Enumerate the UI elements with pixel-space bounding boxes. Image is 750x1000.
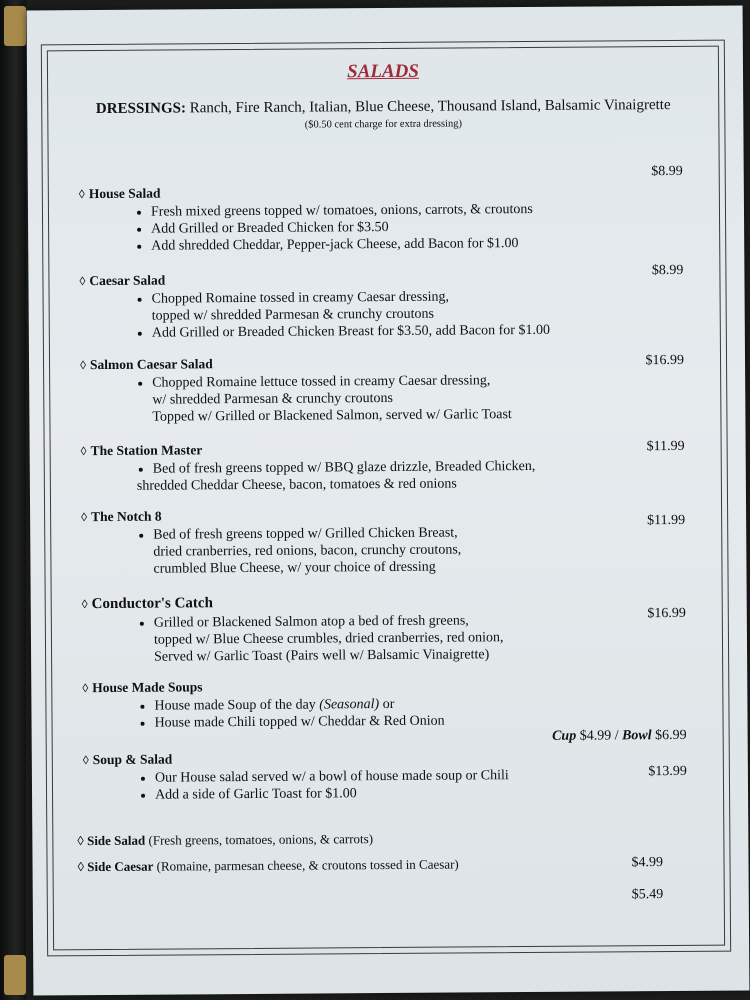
- item-description: [80, 287, 680, 342]
- bowl-label: Bowl: [622, 728, 652, 744]
- item-line: • Bed of fresh greens topped w/ Grilled Chicken Breast,: [153, 523, 681, 544]
- item-price: $11.99: [647, 512, 686, 529]
- diamond-icon: ◊: [81, 510, 88, 525]
- diamond-icon: ◊: [82, 753, 89, 768]
- item-price: $11.99: [646, 438, 685, 455]
- menu-item-salmon-caesar: [79, 352, 685, 426]
- item-name: Salmon Caesar Salad: [89, 356, 213, 373]
- menu-item-house-soups: [82, 676, 687, 744]
- item-line: topped w/ shredded Parmesan & crunchy croutons: [151, 306, 435, 324]
- item-line: dried cranberries, red onions, bacon, crunchy croutons,: [153, 542, 462, 560]
- side-desc: (Romaine, parmesan cheese, & croutons tossed in Caesar): [156, 856, 459, 874]
- dressings-label: DRESSINGS:: [95, 100, 186, 118]
- item-line: topped w/ Blue Cheese crumbles, dried cranberries, red onion,: [153, 630, 504, 648]
- item-line: • Add Grilled or Breaded Chicken Breast for $3.50, add Bacon for $1.00: [152, 321, 680, 342]
- diamond-icon: ◊: [79, 358, 87, 373]
- item-line: • Bed of fresh greens topped w/ BBQ glaze drizzle, Breaded Chicken,: [153, 457, 681, 478]
- side-caesar-price: $5.49: [631, 887, 664, 903]
- item-name: Conductor's Catch: [91, 595, 213, 613]
- item-line: • Add shredded Cheddar, Pepper-jack Cheese, add Bacon for $1.00: [151, 234, 679, 255]
- dressings-list: Ranch, Fire Ranch, Italian, Blue Cheese, Thousand Island, Balsamic Vinaigrette: [189, 97, 671, 117]
- item-description: [81, 523, 681, 578]
- menu-item-station-master: [80, 438, 685, 495]
- diamond-icon: ◊: [80, 444, 87, 459]
- diamond-icon: ◊: [82, 681, 89, 696]
- item-line: • House made Chili topped w/ Cheddar & Red Onion: [154, 711, 682, 732]
- item-line: • Chopped Romaine lettuce tossed in creamy Caesar dressing,: [152, 371, 680, 392]
- item-line: • Chopped Romaine tossed in creamy Caesar dressing,: [152, 287, 680, 308]
- side-caesar-row: [77, 857, 458, 876]
- side-desc: (Fresh greens, tomatoes, onions, & carrots): [148, 831, 374, 848]
- binder-corner-bottom: [4, 955, 26, 995]
- diamond-icon: ◊: [78, 187, 85, 202]
- item-name: House Salad: [88, 185, 161, 202]
- item-description: [81, 457, 681, 495]
- item-description: [80, 371, 680, 426]
- item-price: $8.99: [651, 262, 684, 279]
- item-price: $16.99: [647, 605, 686, 622]
- page-border: [41, 40, 731, 957]
- item-price: $13.99: [648, 763, 687, 780]
- item-price: $8.99: [651, 163, 683, 180]
- diamond-icon: ◊: [79, 274, 86, 289]
- item-line: Topped w/ Grilled or Blackened Salmon, served w/ Garlic Toast: [152, 407, 512, 425]
- diamond-icon: ◊: [77, 833, 84, 849]
- menu-page: [27, 6, 750, 996]
- item-price: $16.99: [645, 352, 685, 369]
- bowl-price: $6.99: [655, 727, 687, 744]
- dressings-line: [48, 97, 718, 119]
- cup-label: Cup: [552, 728, 577, 744]
- diamond-icon: ◊: [81, 597, 88, 612]
- menu-item-house-salad: [78, 163, 683, 255]
- item-line: • Add a side of Garlic Toast for $1.00: [155, 783, 683, 804]
- item-line: w/ shredded Parmesan & crunchy croutons: [152, 390, 394, 408]
- item-name: Soup & Salad: [92, 751, 173, 768]
- menu-item-caesar-salad: [79, 262, 684, 342]
- side-name: Side Salad: [87, 832, 146, 849]
- item-line: Served w/ Garlic Toast (Pairs well w/ Balsamic Vinaigrette): [154, 647, 490, 665]
- item-line: • House made Soup of the day (Seasonal) or: [154, 694, 682, 715]
- side-salad-row: [77, 831, 373, 849]
- item-line: shredded Cheddar Cheese, bacon, tomatoes & red onions: [136, 476, 457, 494]
- page-title: SALADS: [347, 60, 419, 83]
- item-line: • Add Grilled or Breaded Chicken for $3.50: [151, 217, 679, 238]
- menu-item-soup-salad: [82, 748, 687, 804]
- item-line: • Our House salad served w/ a bowl of house made soup or Chili: [155, 766, 683, 787]
- diamond-icon: ◊: [77, 859, 85, 875]
- item-description: [82, 611, 682, 666]
- side-name: Side Caesar: [87, 858, 154, 875]
- item-line: • Grilled or Blackened Salmon atop a bed of fresh greens,: [154, 611, 682, 632]
- item-description: [83, 766, 683, 804]
- item-description: [79, 200, 679, 255]
- soup-prices: Cup $4.99 / Bowl $6.99: [552, 727, 687, 744]
- item-name: The Notch 8: [90, 508, 162, 525]
- dressings-note: ($0.50 cent charge for extra dressing): [304, 118, 463, 131]
- item-description: [82, 694, 682, 732]
- item-name: Caesar Salad: [89, 272, 166, 289]
- side-salad-price: $4.99: [631, 855, 664, 871]
- item-name: The Station Master: [90, 442, 203, 459]
- cup-price: $4.99: [579, 728, 612, 744]
- item-line: crumbled Blue Cheese, w/ your choice of dressing: [153, 559, 436, 577]
- page-border-inner: [47, 46, 725, 951]
- item-line: • Fresh mixed greens topped w/ tomatoes, onions, carrots, & croutons: [151, 200, 679, 221]
- binder-corner-top: [4, 6, 26, 46]
- menu-item-conductors-catch: [81, 592, 686, 666]
- item-name: House Made Soups: [92, 679, 203, 696]
- menu-item-notch-8: [81, 505, 686, 578]
- binder-spine: [0, 0, 26, 1000]
